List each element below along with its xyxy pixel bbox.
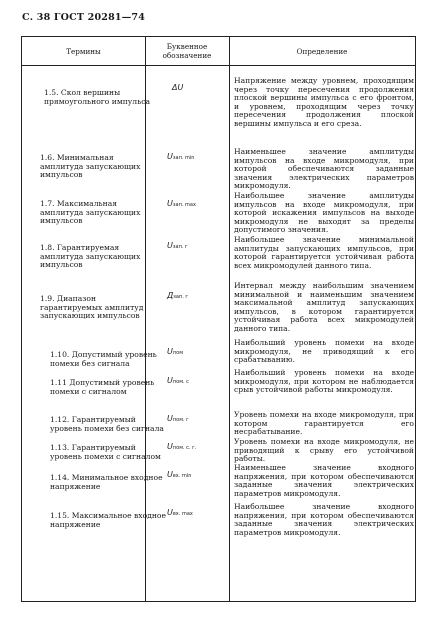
- column-header-symbols: Буквенное обозначение: [162, 42, 212, 60]
- definition-1-7: Наибольшее значение амплитуды импульсов на входе микромодуля, при которой искажения импульсов на выходе микромодуля не выходят за пределы допустимого значения.: [234, 191, 414, 235]
- column-divider: [229, 37, 230, 601]
- page-header: С. 38 ГОСТ 20281—74: [22, 12, 146, 23]
- term-1-14: 1.14. Минимальное входное напряжение: [50, 473, 163, 491]
- column-header-definition: Определение: [296, 47, 348, 56]
- term-1-6: 1.6. Минимальная амплитуда запускающих импульсов: [40, 153, 141, 180]
- term-1-11: 1.11 Допустимый уровень помехи с сигналом: [50, 378, 155, 396]
- definition-1-9: Интервал между наибольшим значением минимальной и наименьшим значением максимальной амплитуд запускающих импульсов, в котором гарантируется устойчивая работа всех микромодулей данного типа.: [234, 281, 414, 333]
- definition-1-11: Наибольший уровень помехи на входе микромодуля, при котором не наблюдается срыв устойчивой работы микромодуля.: [234, 368, 414, 395]
- symbol-1-15: Uвх. max: [167, 508, 193, 517]
- symbol-1-9: Дзап. г: [167, 291, 189, 300]
- term-1-9: 1.9. Диапазон гарантируемых амплитуд запускающих импульсов: [40, 294, 144, 321]
- column-header-terms: Термины: [66, 47, 101, 56]
- definition-1-8: Наибольшее значение минимальной амплитуды запускающих импульсов, при которой гарантируется устойчивая работа всех микромодулей данного типа.: [234, 235, 414, 270]
- definition-1-12: Уровень помехи на входе микромодуля, при котором гарантируется его несрабатывание.: [234, 410, 414, 437]
- symbol-1-8: Uзап. г: [167, 241, 188, 250]
- symbol-1-13: Uпом. с. г.: [167, 442, 197, 451]
- definition-1-5: Напряжение между уровнем, проходящим через точку пересечения продолжения плоской вершины импульса с его фронтом, и уровнем, проходящим через точку пересечения продолжения плоской вершины импульса и его среза.: [234, 76, 414, 128]
- definition-1-15: Наибольшее значение входного напряжения, при котором обеспечиваются заданные значения электрических параметров микромодуля.: [234, 502, 414, 537]
- definition-1-10: Наибольший уровень помехи на входе микромодуля, не приводящий к его срабатыванию.: [234, 338, 414, 365]
- symbol-1-11: Uпом. с: [167, 376, 189, 385]
- symbol-1-6: Uзап. min: [167, 152, 195, 161]
- term-1-5: 1.5. Скол вершины прямоугольного импульса: [44, 88, 151, 106]
- symbol-1-7: Uзап. max: [167, 199, 196, 208]
- term-1-13: 1.13. Гарантируемый уровень помехи с сигналом: [50, 443, 161, 461]
- symbol-1-14: Uвх. min: [167, 470, 192, 479]
- definition-1-13: Уровень помехи на входе микромодуля, не приводящий к срыву его устойчивой работы.: [234, 437, 414, 464]
- term-1-7: 1.7. Максимальная амплитуда запускающих импульсов: [40, 199, 141, 226]
- terms-table: [21, 36, 416, 602]
- table-header: [22, 37, 415, 66]
- term-1-8: 1.8. Гарантируемая амплитуда запускающих импульсов: [40, 243, 141, 270]
- definition-1-14: Наименьшее значение входного напряжения, при котором обеспечиваются заданные значения электрических параметров микромодуля.: [234, 463, 414, 498]
- term-1-15: 1.15. Максимальное входное напряжение: [50, 511, 166, 529]
- symbol-1-10: Uпом: [167, 347, 183, 356]
- symbol-1-5: ΔU: [172, 83, 184, 92]
- term-1-10: 1.10. Допустимый уровень помехи без сигнала: [50, 350, 157, 368]
- symbol-1-12: Uпом. г: [167, 414, 189, 423]
- term-1-12: 1.12. Гарантируемый уровень помехи без сигнала: [50, 415, 164, 433]
- definition-1-6: Наименьшее значение амплитуды импульсов на входе микромодуля, при которой обеспечиваются заданные значения электрических параметров микромодуля.: [234, 147, 414, 191]
